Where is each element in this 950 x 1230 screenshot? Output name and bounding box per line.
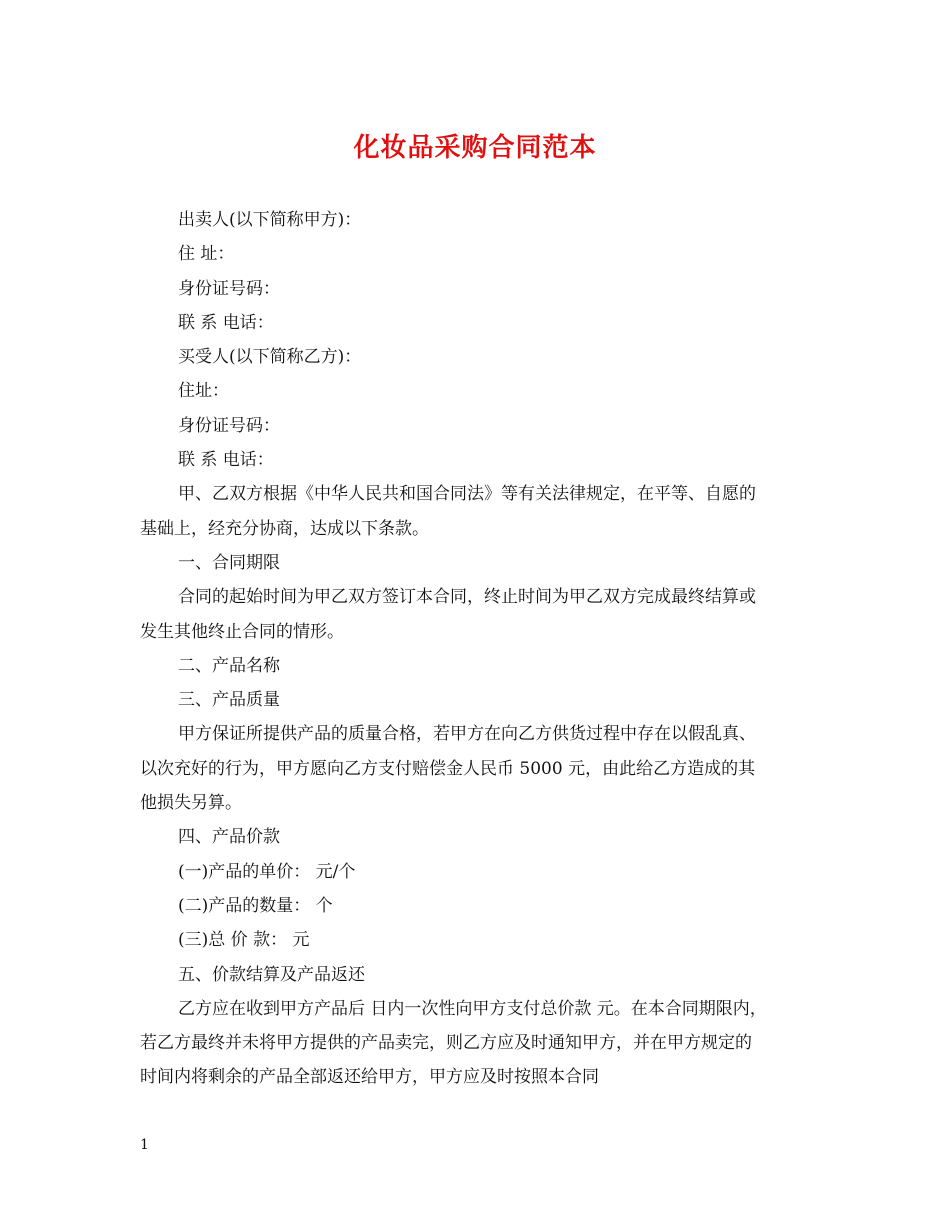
line-08: 联 系 电话：: [178, 450, 274, 471]
line-20: (一)产品的单价： 元/个: [178, 861, 356, 882]
line-01: 出卖人(以下简称甲方)：: [178, 210, 362, 230]
line-10: 基础上，经充分协商，达成以下条款。: [140, 518, 429, 539]
page-number: 1: [140, 1137, 149, 1153]
line-15: 三、产品质量: [178, 690, 280, 711]
line-03: 身份证号码：: [178, 278, 280, 299]
line-07: 身份证号码：: [178, 415, 280, 436]
line-12: 合同的起始时间为甲乙双方签订本合同，终止时间为甲乙双方完成最终结算或: [178, 587, 756, 608]
line-11: 一、合同期限: [178, 552, 280, 573]
line-13: 发生其他终止合同的情形。: [140, 621, 344, 642]
line-24: 乙方应在收到甲方产品后 日内一次性向甲方支付总价款 元。在本合同期限内，: [178, 998, 767, 1019]
line-04: 联 系 电话：: [178, 312, 274, 333]
line-26: 时间内将剩余的产品全部返还给甲方，甲方应及时按照本合同: [140, 1067, 599, 1088]
line-19: 四、产品价款: [178, 827, 280, 848]
line-23: 五、价款结算及产品返还: [178, 964, 365, 985]
line-05: 买受人(以下简称乙方)：: [178, 347, 362, 368]
line-17: 以次充好的行为，甲方愿向乙方支付赔偿金人民币 5000 元，由此给乙方造成的其: [140, 758, 756, 779]
line-22: (三)总 价 款： 元: [178, 930, 310, 951]
line-14: 二、产品名称: [178, 655, 280, 676]
document-body: [140, 203, 820, 1095]
line-02: 住 址：: [178, 244, 235, 265]
document-title: 化妆品采购合同范本: [353, 133, 597, 163]
line-18: 他损失另算。: [140, 793, 242, 814]
line-21: (二)产品的数量： 个: [178, 895, 333, 916]
line-09: 甲、乙双方根据《中华人民共和国合同法》等有关法律规定，在平等、自愿的: [178, 484, 756, 505]
line-25: 若乙方最终并未将甲方提供的产品卖完，则乙方应及时通知甲方，并在甲方规定的: [140, 1033, 752, 1054]
line-06: 住址：: [178, 381, 229, 402]
line-16: 甲方保证所提供产品的质量合格，若甲方在向乙方供货过程中存在以假乱真、: [178, 724, 756, 745]
